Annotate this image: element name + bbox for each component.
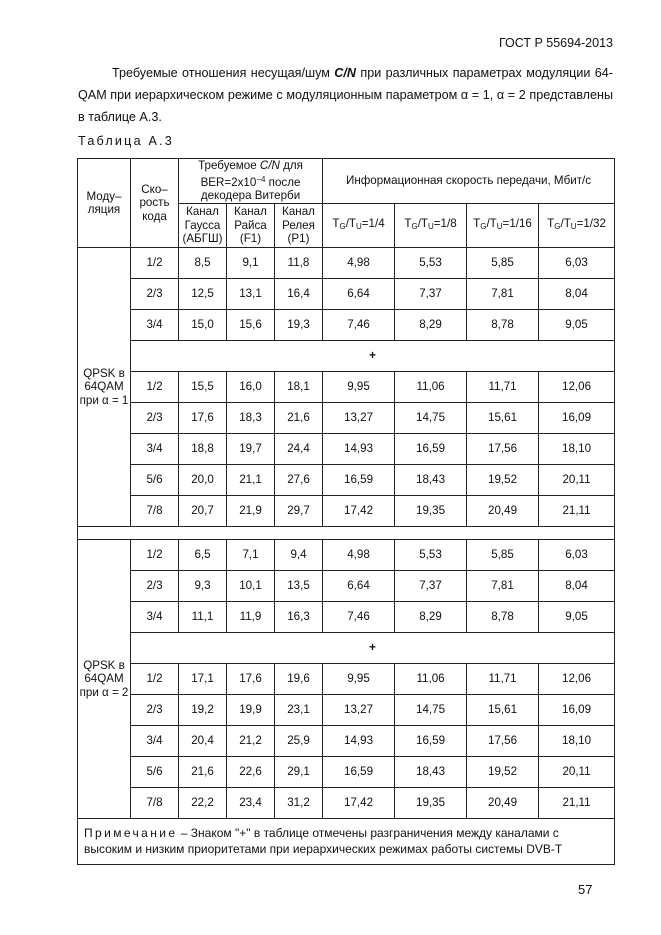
table-cell: 17,42: [323, 496, 395, 527]
table-cell: 12,5: [179, 279, 227, 310]
table-row: [78, 434, 615, 465]
table-row: [78, 310, 615, 341]
table-cell: 5,53: [395, 540, 467, 571]
table-cell: 20,7: [179, 496, 227, 527]
header-channel: Канал Райса (F1): [227, 204, 275, 248]
table-cell: 16,3: [275, 602, 323, 633]
table-cell: 22,2: [179, 788, 227, 819]
table-title: Таблица А.3: [78, 134, 174, 148]
table-cell: 15,0: [179, 310, 227, 341]
table-cell: 16,59: [323, 757, 395, 788]
table-cell: 9,95: [323, 664, 395, 695]
table-cell: 20,0: [179, 465, 227, 496]
intro-paragraph: Требуемые отношения несущая/шум C/N при различных параметрах модуляции 64-QAM при иерархическом режиме с модуляционным параметром α = 1, α = 2 представлены в таблице А.3.: [78, 66, 614, 124]
table-cell: 20,49: [467, 496, 539, 527]
table-cell: 3/4: [131, 602, 179, 633]
header-guard-interval: $T_G/T_U=1/8$: [395, 204, 467, 248]
table-cell: 4,98: [323, 248, 395, 279]
table-cell: 5/6: [131, 757, 179, 788]
table-cell: 9,3: [179, 571, 227, 602]
table-cell: 8,78: [467, 310, 539, 341]
table-row: [78, 540, 615, 571]
table-cell: 18,10: [539, 726, 615, 757]
header-guard-interval: $T_G/T_U=1/16$: [467, 204, 539, 248]
header-guard-interval: $T_G/T_U=1/32$: [539, 204, 615, 248]
table-cell: 14,93: [323, 434, 395, 465]
table-cell: 7,46: [323, 602, 395, 633]
table-cell: 8,5: [179, 248, 227, 279]
group-gap: [78, 527, 615, 540]
table-cell: 16,4: [275, 279, 323, 310]
table-cell: 19,35: [395, 788, 467, 819]
table-cell: 15,61: [467, 695, 539, 726]
table-cell: 21,6: [179, 757, 227, 788]
table-cell: 3/4: [131, 726, 179, 757]
table-cell: 3/4: [131, 310, 179, 341]
table-cell: 18,43: [395, 465, 467, 496]
table-cell: 19,9: [227, 695, 275, 726]
table-cell: 8,29: [395, 602, 467, 633]
table-cell: 6,03: [539, 248, 615, 279]
table-cell: 19,7: [227, 434, 275, 465]
table-cell: 15,6: [227, 310, 275, 341]
table-cell: 17,6: [179, 403, 227, 434]
table-cell: 18,1: [275, 372, 323, 403]
table-row: [78, 726, 615, 757]
table-cell: 20,49: [467, 788, 539, 819]
table-cell: 1/2: [131, 540, 179, 571]
table-cell: 17,42: [323, 788, 395, 819]
table-cell: 9,95: [323, 372, 395, 403]
table-cell: 22,6: [227, 757, 275, 788]
table-cell: 29,1: [275, 757, 323, 788]
group-label: QPSK в 64QAM при α = 1: [78, 248, 131, 527]
data-table: [77, 158, 615, 865]
table-cell: 9,05: [539, 310, 615, 341]
table-cell: 7,1: [227, 540, 275, 571]
table-cell: 2/3: [131, 571, 179, 602]
table-cell: 16,09: [539, 695, 615, 726]
table-cell: 19,3: [275, 310, 323, 341]
document-code: ГОСТ Р 55694-2013: [498, 36, 613, 50]
table-cell: 15,5: [179, 372, 227, 403]
table-cell: 7,81: [467, 571, 539, 602]
table-cell: 21,2: [227, 726, 275, 757]
table-cell: 7,46: [323, 310, 395, 341]
table-cell: 7,81: [467, 279, 539, 310]
table-cell: 16,0: [227, 372, 275, 403]
table-row: [78, 403, 615, 434]
table-cell: 14,93: [323, 726, 395, 757]
table-cell: 8,78: [467, 602, 539, 633]
table-cell: 16,59: [395, 434, 467, 465]
table-cell: 9,4: [275, 540, 323, 571]
table-cell: 11,1: [179, 602, 227, 633]
header-channel: Канал Релея (P1): [275, 204, 323, 248]
table-cell: 20,4: [179, 726, 227, 757]
table-row: [78, 372, 615, 403]
table-cell: 21,11: [539, 496, 615, 527]
table-cell: 1/2: [131, 248, 179, 279]
table-row: [78, 571, 615, 602]
table-row: [78, 664, 615, 695]
table-cell: 17,56: [467, 434, 539, 465]
table-cell: 20,11: [539, 465, 615, 496]
table-cell: 18,3: [227, 403, 275, 434]
table-cell: 3/4: [131, 434, 179, 465]
table-cell: 19,52: [467, 757, 539, 788]
table-cell: 11,8: [275, 248, 323, 279]
table-cell: 2/3: [131, 279, 179, 310]
header-channel: Канал Гаусса (АБГШ): [179, 204, 227, 248]
table-cell: 5,53: [395, 248, 467, 279]
table-cell: 16,59: [323, 465, 395, 496]
table-cell: 5,85: [467, 540, 539, 571]
note-label: Примечание: [84, 826, 178, 840]
table-cell: 23,4: [227, 788, 275, 819]
table-cell: 17,6: [227, 664, 275, 695]
table-cell: 13,1: [227, 279, 275, 310]
priority-separator: +: [131, 341, 615, 372]
table-row: [78, 757, 615, 788]
table-cell: 9,05: [539, 602, 615, 633]
table-cell: 19,35: [395, 496, 467, 527]
table-cell: 15,61: [467, 403, 539, 434]
table-cell: 17,1: [179, 664, 227, 695]
table-row: [78, 279, 615, 310]
table-note: [78, 819, 615, 865]
table-cell: 7,37: [395, 571, 467, 602]
table-row: [78, 788, 615, 819]
table-cell: 14,75: [395, 695, 467, 726]
table-cell: 29,7: [275, 496, 323, 527]
table-cell: 5/6: [131, 465, 179, 496]
table-cell: 25,9: [275, 726, 323, 757]
table-cell: 13,27: [323, 403, 395, 434]
table-cell: 5,85: [467, 248, 539, 279]
table-row: [78, 602, 615, 633]
table-row: [78, 695, 615, 726]
table-cell: 11,9: [227, 602, 275, 633]
page-number: 57: [578, 882, 593, 897]
table-cell: 6,03: [539, 540, 615, 571]
table-cell: 8,04: [539, 571, 615, 602]
table-cell: 6,5: [179, 540, 227, 571]
table-cell: 12,06: [539, 372, 615, 403]
table-cell: 2/3: [131, 695, 179, 726]
table-cell: 12,06: [539, 664, 615, 695]
table-cell: 1/2: [131, 664, 179, 695]
table-cell: 19,6: [275, 664, 323, 695]
table-cell: 1/2: [131, 372, 179, 403]
table-cell: 16,59: [395, 726, 467, 757]
table-cell: 21,1: [227, 465, 275, 496]
table-cell: 19,52: [467, 465, 539, 496]
header-modulation: Моду–ляция: [78, 159, 131, 248]
table-cell: 8,04: [539, 279, 615, 310]
cn-term: C/N: [334, 66, 356, 80]
table-cell: 11,71: [467, 372, 539, 403]
table-cell: 31,2: [275, 788, 323, 819]
table-cell: 16,09: [539, 403, 615, 434]
table-cell: 19,2: [179, 695, 227, 726]
table-row: [78, 465, 615, 496]
priority-separator: +: [131, 633, 615, 664]
table-cell: 18,43: [395, 757, 467, 788]
table-cell: 13,27: [323, 695, 395, 726]
table-cell: 20,11: [539, 757, 615, 788]
table-cell: 18,10: [539, 434, 615, 465]
table-cell: 8,29: [395, 310, 467, 341]
table-cell: 11,06: [395, 372, 467, 403]
table-row: [78, 248, 615, 279]
group-label: QPSK в 64QAM при α = 2: [78, 540, 131, 819]
table-cell: 18,8: [179, 434, 227, 465]
table-row: [78, 496, 615, 527]
table-cell: 13,5: [275, 571, 323, 602]
table-cell: 7/8: [131, 788, 179, 819]
table-cell: 10,1: [227, 571, 275, 602]
table-cell: 21,11: [539, 788, 615, 819]
table-cell: 14,75: [395, 403, 467, 434]
table-cell: 17,56: [467, 726, 539, 757]
table-cell: 7,37: [395, 279, 467, 310]
table-cell: 6,64: [323, 571, 395, 602]
table-cell: 9,1: [227, 248, 275, 279]
table-cell: 23,1: [275, 695, 323, 726]
header-required-cn: Требуемое C/N для $BER=2x10^{-4}$ после декодера Витерби: [179, 159, 323, 204]
table-cell: 7/8: [131, 496, 179, 527]
table-cell: 24,4: [275, 434, 323, 465]
table-cell: 6,64: [323, 279, 395, 310]
header-info-rate: Информационная скорость передачи, Мбит/с: [323, 159, 615, 204]
table-cell: 11,06: [395, 664, 467, 695]
table-cell: 27,6: [275, 465, 323, 496]
table-cell: 21,9: [227, 496, 275, 527]
header-guard-interval: $T_G/T_U=1/4$: [323, 204, 395, 248]
table-cell: 21,6: [275, 403, 323, 434]
table-cell: 11,71: [467, 664, 539, 695]
table-cell: 4,98: [323, 540, 395, 571]
note-text: – Знаком "+" в таблице отмечены разграничения между каналами с высоким и низким приоритетами при иерархических режимах работы системы DVB-T: [84, 826, 563, 856]
table-cell: 2/3: [131, 403, 179, 434]
header-code-rate: Ско–рость кода: [131, 159, 179, 248]
